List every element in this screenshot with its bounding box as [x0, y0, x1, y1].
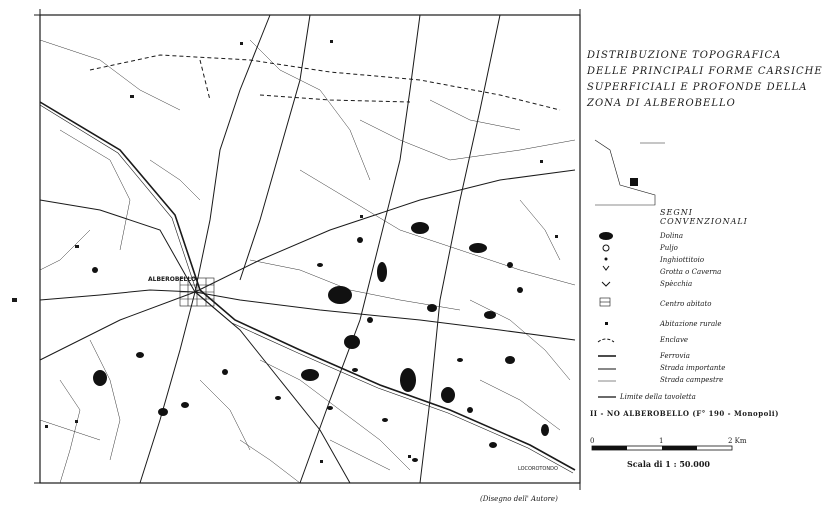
- legend-heading: SEGNI CONVENZIONALI: [660, 208, 748, 226]
- map-title: [587, 48, 823, 112]
- scale-tick-0: 0: [590, 437, 595, 445]
- country-lanes: [40, 40, 575, 483]
- legend-item-strada-importante: Strada importante: [660, 364, 726, 372]
- legend-item-strada-campestre: Strada campestre: [660, 376, 724, 384]
- legend-symbols: [598, 232, 616, 397]
- legend-item-centro-abitato: Centro abitato: [660, 300, 712, 308]
- railway-line-2: [40, 105, 573, 473]
- legend-item-pulo: Puljo: [660, 244, 678, 252]
- scale-tick-2: 2 Km: [728, 437, 747, 445]
- legend-item-limite-tavoletta: Limite della tavoletta: [620, 393, 696, 401]
- legend-item-dolina: Dolina: [660, 232, 683, 240]
- title-line-1: DISTRIBUZIONE TOPOGRAFICA: [587, 50, 782, 61]
- legend-item-enclave: Enclave: [660, 336, 689, 344]
- title-line-4: ZONA DI ALBEROBELLO: [587, 98, 736, 109]
- locator-inset: [595, 140, 655, 205]
- scale-bar: [592, 446, 732, 450]
- sheet-label: II - NO ALBEROBELLO (F° 190 - Monopoli): [590, 409, 779, 418]
- town-label: ALBEROBELLO: [148, 276, 197, 283]
- legend-item-abitazione-rurale: Abitazione rurale: [660, 320, 722, 328]
- legend-item-specchia: Spècchia: [660, 280, 693, 288]
- scale-tick-1: 1: [659, 437, 664, 445]
- author-credit: (Disegno dell' Autore): [480, 495, 558, 503]
- legend-item-inghiottitoio: Inghiottitoio: [660, 256, 705, 264]
- southeast-label: LOCOROTONDO: [518, 466, 558, 472]
- title-line-3: SUPERFICIALI E PROFONDE DELLA: [587, 82, 808, 93]
- legend-item-ferrovia: Ferrovia: [660, 352, 690, 360]
- legend-item-grotta: Grotta o Caverna: [660, 268, 722, 276]
- locator-square: [630, 178, 638, 186]
- title-line-2: DELLE PRINCIPALI FORME CARSICHE: [587, 66, 823, 77]
- scale-title: Scala di 1 : 50.000: [627, 459, 710, 469]
